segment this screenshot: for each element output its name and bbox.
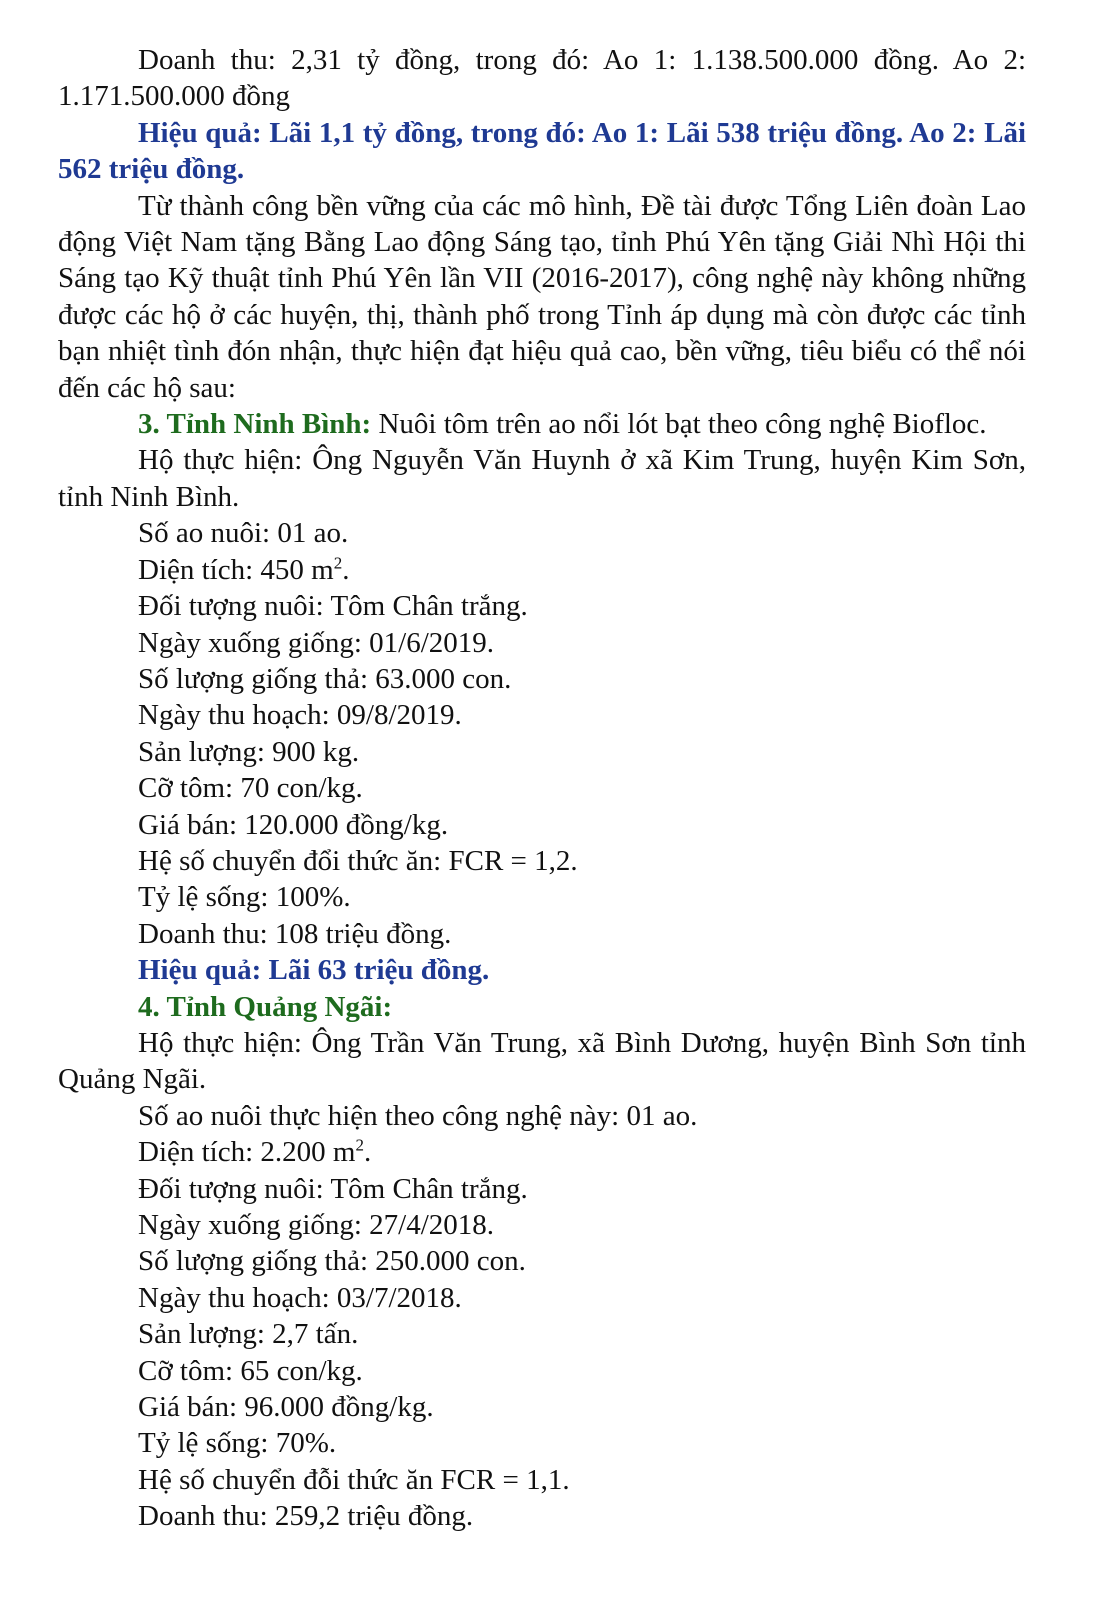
quang-ngai-harvest-date: Ngày thu hoạch: 03/7/2018.	[138, 1281, 462, 1314]
quang-ngai-area	[58, 1134, 1026, 1170]
quang-ngai-household: Hộ thực hiện: Ông Trần Văn Trung, xã Bình Dương, huyện Bình Sơn tỉnh Quảng Ngãi.	[58, 1026, 1026, 1096]
ninh-binh-stock-qty: Số lượng giống thả: 63.000 con.	[138, 662, 512, 695]
ninh-binh-size: Cỡ tôm: 70 con/kg.	[138, 772, 363, 805]
quang-ngai-stock-qty: Số lượng giống thả: 250.000 con.	[138, 1245, 526, 1278]
ninh-binh-revenue: Doanh thu: 108 triệu đồng.	[138, 917, 452, 950]
ninh-binh-area-end: .	[342, 553, 350, 586]
quang-ngai-species: Đối tượng nuôi: Tôm Chân trắng.	[138, 1172, 528, 1205]
quang-ngai-output: Sản lượng: 2,7 tấn.	[138, 1318, 359, 1351]
ninh-binh-area-sup: 2	[333, 553, 343, 573]
intro-paragraph: Từ thành công bền vững của các mô hình, Đề tài được Tổng Liên đoàn Lao động Việt Nam tặng Bằng Lao động Sáng tạo, tỉnh Phú Yên tặng Giải Nhì Hội thi Sáng tạo Kỹ thuật tỉnh Phú Yên lần VII (2016-2017), công nghệ này không những được các hộ ở các huyện, thị, thành phố trong Tỉnh áp dụng mà còn được các tỉnh bạn nhiệt tình đón nhận, thực hiện đạt hiệu quả cao, bền vững, tiêu biểu có thể nói đến các hộ sau:	[58, 189, 1026, 404]
top-efficiency: Hiệu quả: Lãi 1,1 tỷ đồng, trong đó: Ao 1: Lãi 538 triệu đồng. Ao 2: Lãi 562 triệu đồng.	[58, 116, 1026, 186]
ninh-binh-harvest-date: Ngày thu hoạch: 09/8/2019.	[138, 699, 462, 732]
ninh-binh-species: Đối tượng nuôi: Tôm Chân trắng.	[138, 590, 528, 623]
ninh-binh-area-text: Diện tích: 450 m	[138, 553, 334, 586]
ninh-binh-survival: Tỷ lệ sống: 100%.	[138, 881, 351, 914]
quang-ngai-area-text: Diện tích: 2.200 m	[138, 1136, 356, 1169]
ninh-binh-efficiency: Hiệu quả: Lãi 63 triệu đồng.	[138, 954, 490, 987]
quang-ngai-ponds: Số ao nuôi thực hiện theo công nghệ này: 01 ao.	[138, 1099, 698, 1132]
ninh-binh-heading: 3. Tỉnh Ninh Bình:	[138, 408, 372, 441]
ninh-binh-area	[58, 552, 1026, 588]
quang-ngai-area-end: .	[363, 1136, 372, 1169]
quang-ngai-size: Cỡ tôm: 65 con/kg.	[138, 1354, 363, 1387]
quang-ngai-stock-date: Ngày xuống giống: 27/4/2018.	[138, 1209, 495, 1241]
ninh-binh-heading-line	[58, 406, 1026, 442]
ninh-binh-heading-rest: Nuôi tôm trên ao nổi lót bạt theo công nghệ Biofloc.	[371, 408, 987, 441]
quang-ngai-survival: Tỷ lệ sống: 70%.	[138, 1427, 337, 1460]
quang-ngai-fcr: Hệ số chuyển đỗi thức ăn FCR = 1,1.	[138, 1463, 570, 1496]
top-revenue: Doanh thu: 2,31 tỷ đồng, trong đó: Ao 1: 1.138.500.000 đồng. Ao 2: 1.171.500.000 đồng	[58, 44, 1026, 113]
ninh-binh-output: Sản lượng: 900 kg.	[138, 735, 360, 768]
ninh-binh-price: Giá bán: 120.000 đồng/kg.	[138, 808, 449, 841]
quang-ngai-area-sup: 2	[355, 1135, 364, 1155]
quang-ngai-revenue: Doanh thu: 259,2 triệu đồng.	[138, 1500, 474, 1533]
document-page	[58, 42, 1026, 1535]
quang-ngai-price: Giá bán: 96.000 đồng/kg.	[138, 1391, 434, 1424]
ninh-binh-household: Hộ thực hiện: Ông Nguyễn Văn Huynh ở xã Kim Trung, huyện Kim Sơn, tỉnh Ninh Bình.	[58, 444, 1026, 513]
ninh-binh-ponds: Số ao nuôi: 01 ao.	[138, 517, 349, 550]
ninh-binh-stock-date: Ngày xuống giống: 01/6/2019.	[138, 626, 495, 659]
ninh-binh-fcr: Hệ số chuyển đổi thức ăn: FCR = 1,2.	[138, 844, 578, 877]
quang-ngai-heading: 4. Tỉnh Quảng Ngãi:	[138, 990, 393, 1023]
